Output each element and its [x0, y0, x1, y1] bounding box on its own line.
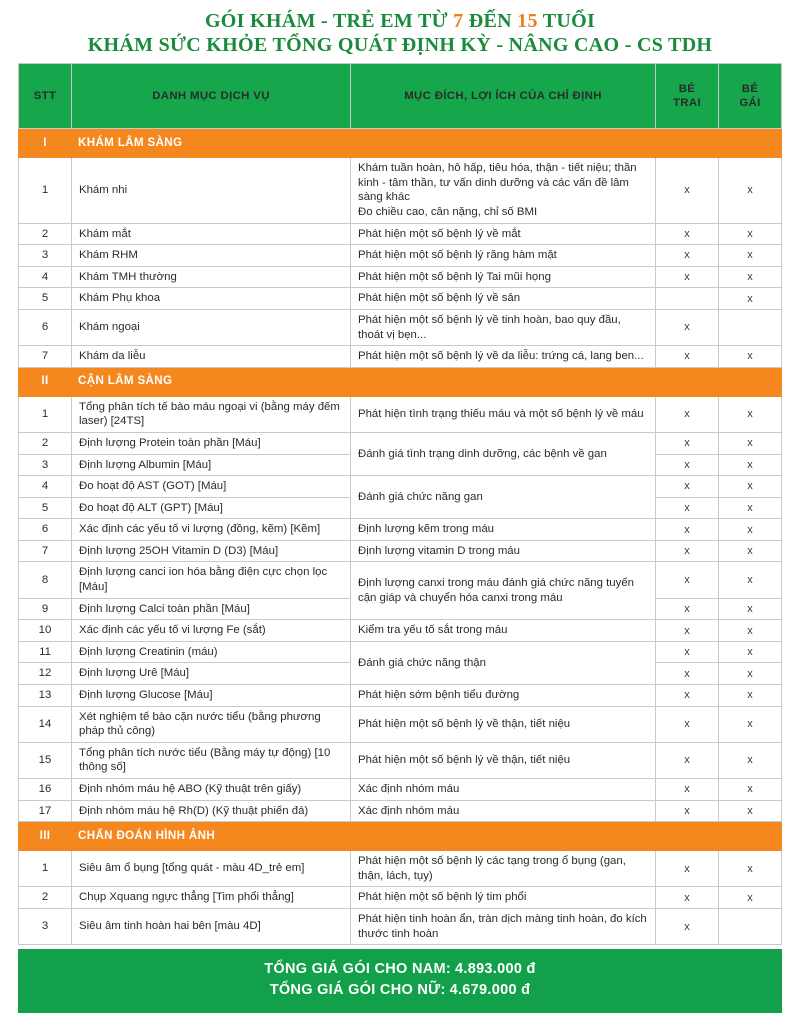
section-label: KHÁM LÂM SÀNG [72, 129, 782, 158]
mark-boy: x [656, 779, 719, 801]
row-number: 11 [19, 641, 72, 663]
table-row [19, 346, 782, 368]
mark-girl: x [719, 706, 782, 742]
mark-boy: x [656, 309, 719, 345]
mark-girl: x [719, 742, 782, 778]
mark-girl: x [719, 497, 782, 519]
mark-boy [656, 288, 719, 310]
table-row [19, 620, 782, 642]
total-price-male-label: TỔNG GIÁ GÓI CHO NAM: [264, 961, 452, 978]
mark-girl: x [719, 620, 782, 642]
mark-girl: x [719, 663, 782, 685]
service-name: Tổng phân tích nước tiểu (Bằng máy tự động) [10 thông số] [72, 742, 351, 778]
row-number: 10 [19, 620, 72, 642]
section-numeral: II [19, 367, 72, 396]
column-header-boy-line2: TRAI [673, 97, 701, 110]
mark-boy: x [656, 396, 719, 432]
service-purpose: Xác định nhóm máu [351, 779, 656, 801]
service-name: Định lượng Protein toàn phần [Máu] [72, 432, 351, 454]
service-name: Đo hoạt độ AST (GOT) [Máu] [72, 476, 351, 498]
table-row [19, 908, 782, 944]
table-row [19, 309, 782, 345]
title-age-to: 15 [517, 10, 538, 32]
total-price-male [24, 959, 776, 980]
row-number: 17 [19, 800, 72, 822]
service-name: Tổng phân tích tế bào máu ngoại vi (bằng máy đếm laser) [24TS] [72, 396, 351, 432]
column-header-girl-line2: GÁI [739, 97, 761, 110]
service-name: Định nhóm máu hệ Rh(D) (Kỹ thuật phiến đá) [72, 800, 351, 822]
mark-girl: x [719, 346, 782, 368]
total-price-footer [18, 949, 782, 1013]
mark-boy: x [656, 706, 719, 742]
table-row [19, 641, 782, 663]
mark-girl: x [719, 800, 782, 822]
section-label: CHẨN ĐOÁN HÌNH ẢNH [72, 822, 782, 851]
table-row [19, 288, 782, 310]
service-purpose: Phát hiện một số bệnh lý răng hàm mặt [351, 245, 656, 267]
service-name: Định lượng Albumin [Máu] [72, 454, 351, 476]
service-purpose: Đánh giá chức năng thận [351, 641, 656, 684]
service-purpose: Kiểm tra yếu tố sắt trong máu [351, 620, 656, 642]
row-number: 3 [19, 245, 72, 267]
service-name: Xác định các yếu tố vi lượng (đồng, kẽm) [Kẽm] [72, 519, 351, 541]
mark-boy: x [656, 266, 719, 288]
service-name: Siêu âm tinh hoàn hai bên [màu 4D] [72, 908, 351, 944]
mark-boy: x [656, 454, 719, 476]
service-name: Đo hoạt độ ALT (GPT) [Máu] [72, 497, 351, 519]
row-number: 15 [19, 742, 72, 778]
service-purpose: Phát hiện một số bệnh lý về tinh hoàn, bao quy đầu, thoát vị bẹn... [351, 309, 656, 345]
service-purpose: Định lượng vitamin D trong máu [351, 540, 656, 562]
title-line-1-mid: ĐẾN [463, 10, 518, 32]
service-name: Khám nhi [72, 158, 351, 223]
service-purpose: Phát hiện một số bệnh lý về thận, tiết niệu [351, 706, 656, 742]
service-purpose: Phát hiện một số bệnh lý Tai mũi họng [351, 266, 656, 288]
service-purpose: Đánh giá tình trạng dinh dưỡng, các bệnh về gan [351, 432, 656, 475]
section-header-row [19, 129, 782, 158]
mark-girl: x [719, 266, 782, 288]
column-header-girl-line1: BÉ [741, 82, 759, 95]
title-line-2: KHÁM SỨC KHỎE TỔNG QUÁT ĐỊNH KỲ - NÂNG CAO - CS TDH [87, 33, 713, 56]
column-header-girl [719, 64, 782, 129]
service-purpose: Phát hiện một số bệnh lý về mắt [351, 223, 656, 245]
mark-girl [719, 309, 782, 345]
table-row [19, 851, 782, 887]
section-numeral: III [19, 822, 72, 851]
mark-girl: x [719, 454, 782, 476]
service-purpose: Phát hiện một số bệnh lý về thận, tiết niệu [351, 742, 656, 778]
row-number: 1 [19, 158, 72, 223]
mark-girl: x [719, 432, 782, 454]
total-price-female-value: 4.679.000 đ [449, 982, 531, 999]
table-header-row [19, 64, 782, 129]
service-name: Định lượng canci ion hóa bằng điện cực chọn lọc [Máu] [72, 562, 351, 598]
row-number: 12 [19, 663, 72, 685]
row-number: 2 [19, 887, 72, 909]
table-row [19, 706, 782, 742]
service-name: Khám Phụ khoa [72, 288, 351, 310]
mark-boy: x [656, 887, 719, 909]
row-number: 13 [19, 685, 72, 707]
mark-girl: x [719, 641, 782, 663]
service-purpose: Phát hiện một số bệnh lý tim phổi [351, 887, 656, 909]
mark-boy: x [656, 158, 719, 223]
column-header-boy-line1: BÉ [678, 82, 696, 95]
mark-girl: x [719, 158, 782, 223]
table-row [19, 562, 782, 598]
service-name: Khám mắt [72, 223, 351, 245]
table-row [19, 223, 782, 245]
table-row [19, 476, 782, 498]
service-name: Khám ngoại [72, 309, 351, 345]
mark-girl: x [719, 396, 782, 432]
mark-boy: x [656, 908, 719, 944]
service-name: Khám TMH thường [72, 266, 351, 288]
service-purpose: Phát hiện một số bệnh lý các tạng trong ổ bụng (gan, thận, lách, tụy) [351, 851, 656, 887]
title-age-from: 7 [453, 10, 464, 32]
section-header-row [19, 367, 782, 396]
mark-boy: x [656, 641, 719, 663]
service-name: Xét nghiệm tế bào cặn nước tiểu (bằng phương pháp thủ công) [72, 706, 351, 742]
row-number: 8 [19, 562, 72, 598]
services-table [18, 63, 782, 945]
mark-boy: x [656, 432, 719, 454]
mark-boy: x [656, 851, 719, 887]
mark-boy: x [656, 620, 719, 642]
row-number: 1 [19, 396, 72, 432]
table-row [19, 540, 782, 562]
row-number: 3 [19, 908, 72, 944]
table-row [19, 245, 782, 267]
mark-girl: x [719, 851, 782, 887]
row-number: 5 [19, 288, 72, 310]
total-price-female-label: TỔNG GIÁ GÓI CHO NỮ: [269, 982, 446, 999]
table-row [19, 779, 782, 801]
total-price-female [24, 980, 776, 1001]
table-row [19, 685, 782, 707]
title-line-1 [18, 10, 782, 34]
service-name: Định lượng Urê [Máu] [72, 663, 351, 685]
mark-girl: x [719, 562, 782, 598]
mark-boy: x [656, 540, 719, 562]
section-header-row [19, 822, 782, 851]
mark-boy: x [656, 562, 719, 598]
mark-boy: x [656, 742, 719, 778]
service-purpose: Phát hiện tinh hoàn ẩn, tràn dịch màng tinh hoàn, đo kích thước tinh hoàn [351, 908, 656, 944]
row-number: 16 [19, 779, 72, 801]
service-name: Khám da liễu [72, 346, 351, 368]
mark-girl: x [719, 685, 782, 707]
row-number: 7 [19, 540, 72, 562]
service-purpose: Định lượng kẽm trong máu [351, 519, 656, 541]
column-header-service-name: DANH MỤC DỊCH VỤ [72, 64, 351, 129]
total-price-male-value: 4.893.000 đ [455, 961, 536, 978]
row-number: 2 [19, 223, 72, 245]
table-header [19, 64, 782, 129]
service-name: Định lượng Glucose [Máu] [72, 685, 351, 707]
service-name: Xác định các yếu tố vi lượng Fe (sắt) [72, 620, 351, 642]
mark-girl: x [719, 519, 782, 541]
row-number: 6 [19, 309, 72, 345]
service-purpose: Phát hiện sớm bệnh tiểu đường [351, 685, 656, 707]
service-purpose: Phát hiện một số bệnh lý về sản [351, 288, 656, 310]
service-purpose: Định lượng canxi trong máu đánh giá chức năng tuyến cận giáp và chuyển hóa canxi trong máu [351, 562, 656, 620]
mark-girl [719, 908, 782, 944]
table-row [19, 396, 782, 432]
service-name: Khám RHM [72, 245, 351, 267]
section-numeral: I [19, 129, 72, 158]
row-number: 6 [19, 519, 72, 541]
row-number: 3 [19, 454, 72, 476]
mark-girl: x [719, 223, 782, 245]
mark-boy: x [656, 685, 719, 707]
mark-girl: x [719, 476, 782, 498]
table-row [19, 266, 782, 288]
service-purpose: Phát hiện tình trạng thiếu máu và một số bệnh lý về máu [351, 396, 656, 432]
mark-boy: x [656, 519, 719, 541]
column-header-purpose: MỤC ĐÍCH, LỢI ÍCH CỦA CHỈ ĐỊNH [351, 64, 656, 129]
row-number: 7 [19, 346, 72, 368]
mark-boy: x [656, 497, 719, 519]
page-title [18, 6, 782, 63]
service-purpose: Đánh giá chức năng gan [351, 476, 656, 519]
table-row [19, 158, 782, 223]
row-number: 5 [19, 497, 72, 519]
mark-boy: x [656, 800, 719, 822]
service-name: Định lượng Creatinin (máu) [72, 641, 351, 663]
mark-girl: x [719, 779, 782, 801]
row-number: 1 [19, 851, 72, 887]
table-row [19, 800, 782, 822]
service-purpose: Xác định nhóm máu [351, 800, 656, 822]
service-name: Định lượng Calci toàn phần [Máu] [72, 598, 351, 620]
table-row [19, 432, 782, 454]
table-body [19, 129, 782, 945]
mark-girl: x [719, 887, 782, 909]
service-name: Định nhóm máu hệ ABO (Kỹ thuật trên giấy) [72, 779, 351, 801]
mark-girl: x [719, 288, 782, 310]
service-name: Siêu âm ổ bụng [tổng quát - màu 4D_trẻ em] [72, 851, 351, 887]
mark-boy: x [656, 476, 719, 498]
service-purpose: Khám tuần hoàn, hô hấp, tiêu hóa, thận - tiết niệu; thần kinh - tâm thần, tư vấn dinh dưỡng và các vấn đề lâm sàng khác Đo chiều cao, cân nặng, chỉ số BMI [351, 158, 656, 223]
column-header-stt: STT [19, 64, 72, 129]
row-number: 4 [19, 266, 72, 288]
row-number: 14 [19, 706, 72, 742]
table-row [19, 519, 782, 541]
mark-boy: x [656, 346, 719, 368]
title-line-1-post: TUỔI [537, 10, 596, 32]
mark-boy: x [656, 663, 719, 685]
section-label: CẬN LÂM SÀNG [72, 367, 782, 396]
title-line-1-pre: GÓI KHÁM - TRẺ EM TỪ [204, 10, 454, 32]
service-purpose: Phát hiện một số bệnh lý về da liễu: trứng cá, lang ben... [351, 346, 656, 368]
mark-boy: x [656, 223, 719, 245]
mark-girl: x [719, 540, 782, 562]
mark-boy: x [656, 598, 719, 620]
table-row [19, 887, 782, 909]
service-name: Định lượng 25OH Vitamin D (D3) [Máu] [72, 540, 351, 562]
column-header-boy [656, 64, 719, 129]
service-name: Chụp Xquang ngực thẳng [Tim phổi thẳng] [72, 887, 351, 909]
row-number: 4 [19, 476, 72, 498]
mark-boy: x [656, 245, 719, 267]
row-number: 9 [19, 598, 72, 620]
mark-girl: x [719, 245, 782, 267]
table-row [19, 742, 782, 778]
row-number: 2 [19, 432, 72, 454]
mark-girl: x [719, 598, 782, 620]
